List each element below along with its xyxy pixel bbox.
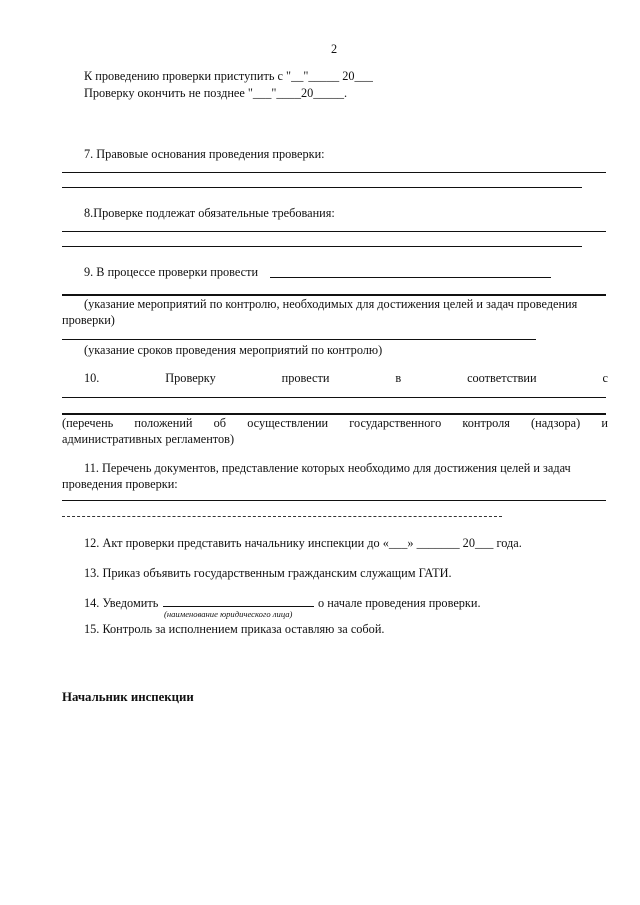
regulations-hint-word: (перечень — [62, 416, 114, 430]
activities-label: 9. В процессе проверки провести — [84, 265, 259, 279]
fill-line — [62, 397, 606, 398]
conformity-word: провести — [281, 371, 330, 385]
fill-line — [62, 500, 606, 501]
signature-title: Начальник инспекции — [62, 690, 194, 704]
conformity-word: соответствии — [467, 371, 537, 385]
fill-line — [62, 231, 606, 232]
fill-line — [62, 187, 582, 188]
inspection-start-line: К проведению проверки приступить с "__"_____ 20___ — [84, 69, 373, 83]
conformity-word: в — [395, 371, 402, 385]
conformity-word: 10. — [84, 371, 100, 385]
documents-label-continued: проведения проверки: — [62, 477, 178, 491]
conformity-word: с — [602, 371, 608, 385]
documents-label: 11. Перечень документов, представление которых необходимо для достижения целей и задач — [84, 461, 571, 475]
fill-line — [62, 516, 502, 517]
conformity-line — [84, 371, 608, 385]
regulations-hint-word: государственного — [349, 416, 442, 430]
notify-label: 14. Уведомить — [84, 596, 159, 610]
fill-line — [62, 413, 606, 415]
fill-line — [62, 172, 606, 173]
regulations-hint-word: положений — [134, 416, 193, 430]
notify-label-continued: о начале проведения проверки. — [318, 596, 481, 610]
legal-entity-hint: (наименование юридического лица) — [164, 609, 293, 619]
fill-line — [270, 277, 551, 278]
regulations-hint-word: и — [601, 416, 608, 430]
mandatory-requirements-label: 8.Проверке подлежат обязательные требования: — [84, 206, 335, 220]
terms-hint: (указание сроков проведения мероприятий по контролю) — [84, 343, 383, 357]
activities-hint: (указание мероприятий по контролю, необходимых для достижения целей и задач проведения — [84, 297, 578, 311]
page-number: 2 — [331, 42, 338, 56]
fill-line — [62, 294, 606, 296]
fill-line — [163, 606, 314, 607]
legal-basis-label: 7. Правовые основания проведения проверки: — [84, 147, 325, 161]
regulations-hint-continued: административных регламентов) — [62, 432, 235, 446]
fill-line — [62, 246, 582, 247]
report-deadline-line: 12. Акт проверки представить начальнику инспекции до «___» _______ 20___ года. — [84, 536, 522, 550]
announce-order-line: 13. Приказ объявить государственным гражданским служащим ГАТИ. — [84, 566, 452, 580]
regulations-hint — [62, 416, 608, 430]
activities-hint-continued: проверки) — [62, 313, 115, 327]
regulations-hint-word: (надзора) — [531, 416, 581, 430]
regulations-hint-word: об — [213, 416, 227, 430]
regulations-hint-word: осуществлении — [247, 416, 329, 430]
conformity-word: Проверку — [165, 371, 216, 385]
inspection-end-line: Проверку окончить не позднее "___"____20_____. — [84, 86, 348, 100]
control-line: 15. Контроль за исполнением приказа оставляю за собой. — [84, 622, 385, 636]
fill-line — [62, 339, 536, 340]
regulations-hint-word: контроля — [462, 416, 510, 430]
